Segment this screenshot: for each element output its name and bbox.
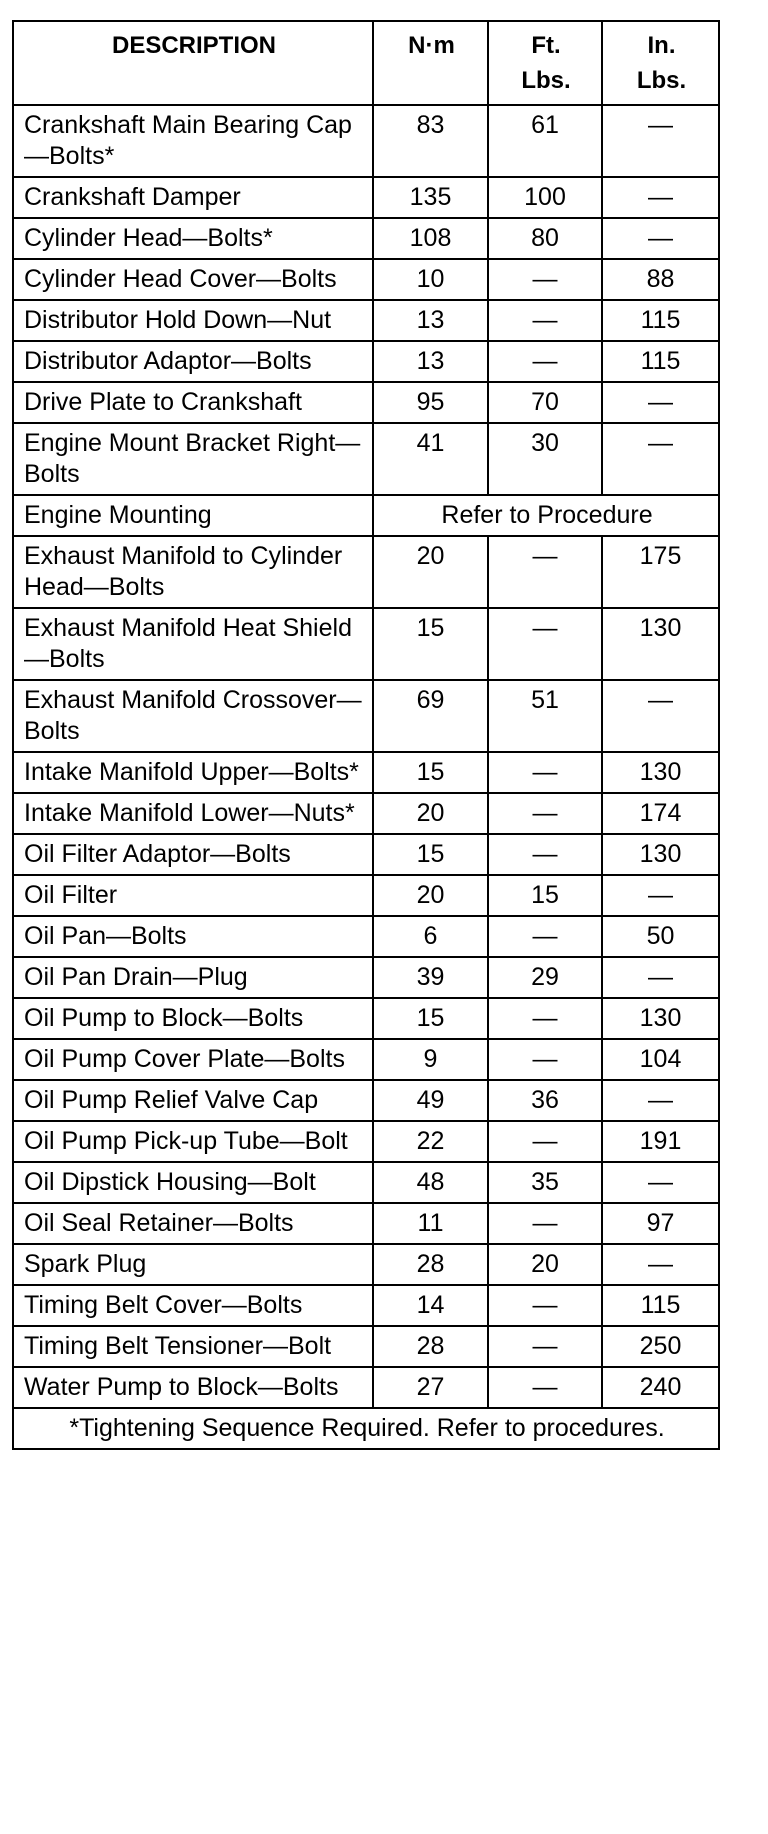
row-in-lbs-value: 50 xyxy=(602,916,719,957)
row-in-lbs-value: — xyxy=(602,423,719,495)
torque-spec-sheet xyxy=(12,20,718,1450)
row-nm-value: 41 xyxy=(373,423,488,495)
table-row xyxy=(13,793,719,834)
table-row xyxy=(13,259,719,300)
row-description: Oil Pump Pick-up Tube—Bolt xyxy=(13,1121,373,1162)
row-nm-value: 15 xyxy=(373,752,488,793)
row-ft-lbs-value: 29 xyxy=(488,957,602,998)
table-row xyxy=(13,1039,719,1080)
row-in-lbs-value: 130 xyxy=(602,608,719,680)
row-in-lbs-value: 175 xyxy=(602,536,719,608)
row-description: Distributor Hold Down—Nut xyxy=(13,300,373,341)
row-in-lbs-value: — xyxy=(602,875,719,916)
table-row xyxy=(13,218,719,259)
table-row xyxy=(13,680,719,752)
row-ft-lbs-value: — xyxy=(488,752,602,793)
row-nm-value: 95 xyxy=(373,382,488,423)
row-in-lbs-value: 191 xyxy=(602,1121,719,1162)
row-ft-lbs-value: 70 xyxy=(488,382,602,423)
footnote: *Tightening Sequence Required. Refer to procedures. xyxy=(13,1408,719,1449)
footnote-row xyxy=(13,1408,719,1449)
table-row xyxy=(13,1244,719,1285)
table-row xyxy=(13,1285,719,1326)
row-nm-value: 11 xyxy=(373,1203,488,1244)
row-ft-lbs-value: — xyxy=(488,1285,602,1326)
row-nm-value: 28 xyxy=(373,1326,488,1367)
row-nm-value: 39 xyxy=(373,957,488,998)
row-nm-value: 22 xyxy=(373,1121,488,1162)
row-description: Oil Pan—Bolts xyxy=(13,916,373,957)
table-row xyxy=(13,752,719,793)
table-row xyxy=(13,875,719,916)
row-nm-value: 6 xyxy=(373,916,488,957)
row-in-lbs-value: — xyxy=(602,1244,719,1285)
table-row xyxy=(13,105,719,177)
row-in-lbs-value: 250 xyxy=(602,1326,719,1367)
row-nm-value: 15 xyxy=(373,834,488,875)
row-in-lbs-value: 104 xyxy=(602,1039,719,1080)
row-ft-lbs-value: 15 xyxy=(488,875,602,916)
table-row xyxy=(13,536,719,608)
table-row xyxy=(13,300,719,341)
table-row xyxy=(13,1121,719,1162)
header-description: DESCRIPTION xyxy=(13,21,373,105)
table-row xyxy=(13,998,719,1039)
row-ft-lbs-value: — xyxy=(488,536,602,608)
row-description: Cylinder Head—Bolts* xyxy=(13,218,373,259)
row-nm-value: 15 xyxy=(373,998,488,1039)
row-nm-value: 14 xyxy=(373,1285,488,1326)
row-nm-value: 15 xyxy=(373,608,488,680)
row-description: Oil Filter Adaptor—Bolts xyxy=(13,834,373,875)
row-in-lbs-value: 174 xyxy=(602,793,719,834)
table-row xyxy=(13,1203,719,1244)
row-description: Exhaust Manifold Crossover—Bolts xyxy=(13,680,373,752)
row-in-lbs-value: — xyxy=(602,1080,719,1121)
row-nm-value: 69 xyxy=(373,680,488,752)
row-description: Oil Pump Cover Plate—Bolts xyxy=(13,1039,373,1080)
row-ft-lbs-value: — xyxy=(488,1326,602,1367)
row-ft-lbs-value: 61 xyxy=(488,105,602,177)
row-description: Intake Manifold Upper—Bolts* xyxy=(13,752,373,793)
torque-spec-table xyxy=(12,20,720,1450)
row-description: Water Pump to Block—Bolts xyxy=(13,1367,373,1408)
row-nm-value: 49 xyxy=(373,1080,488,1121)
table-row xyxy=(13,177,719,218)
row-nm-value: 83 xyxy=(373,105,488,177)
row-description: Oil Pump Relief Valve Cap xyxy=(13,1080,373,1121)
row-ft-lbs-value: — xyxy=(488,1203,602,1244)
row-ft-lbs-value: — xyxy=(488,916,602,957)
row-ft-lbs-value: — xyxy=(488,300,602,341)
row-in-lbs-value: 115 xyxy=(602,1285,719,1326)
row-in-lbs-value: 130 xyxy=(602,752,719,793)
table-row xyxy=(13,957,719,998)
row-in-lbs-value: 115 xyxy=(602,341,719,382)
row-description: Intake Manifold Lower—Nuts* xyxy=(13,793,373,834)
row-ft-lbs-value: 80 xyxy=(488,218,602,259)
row-nm-value: 20 xyxy=(373,793,488,834)
table-row xyxy=(13,1367,719,1408)
table-body xyxy=(13,105,719,1408)
row-in-lbs-value: 97 xyxy=(602,1203,719,1244)
table-row xyxy=(13,834,719,875)
row-in-lbs-value: — xyxy=(602,105,719,177)
row-ft-lbs-value: 36 xyxy=(488,1080,602,1121)
table-row xyxy=(13,382,719,423)
table-row xyxy=(13,495,719,536)
row-in-lbs-value: — xyxy=(602,957,719,998)
header-nm: N·m xyxy=(373,21,488,105)
row-description: Crankshaft Damper xyxy=(13,177,373,218)
row-description: Engine Mount Bracket Right—Bolts xyxy=(13,423,373,495)
table-row xyxy=(13,423,719,495)
header-in-lbs: In. Lbs. xyxy=(602,21,719,105)
row-ft-lbs-value: — xyxy=(488,1121,602,1162)
row-ft-lbs-value: — xyxy=(488,608,602,680)
row-ft-lbs-value: — xyxy=(488,834,602,875)
row-ft-lbs-value: 35 xyxy=(488,1162,602,1203)
row-ft-lbs-value: — xyxy=(488,1039,602,1080)
table-row xyxy=(13,916,719,957)
row-in-lbs-value: 88 xyxy=(602,259,719,300)
row-in-lbs-value: 130 xyxy=(602,998,719,1039)
row-ft-lbs-value: — xyxy=(488,793,602,834)
row-description: Exhaust Manifold Heat Shield—Bolts xyxy=(13,608,373,680)
row-description: Distributor Adaptor—Bolts xyxy=(13,341,373,382)
row-nm-value: 13 xyxy=(373,300,488,341)
row-description: Spark Plug xyxy=(13,1244,373,1285)
row-ft-lbs-value: — xyxy=(488,1367,602,1408)
row-description: Oil Seal Retainer—Bolts xyxy=(13,1203,373,1244)
row-span-note: Refer to Procedure xyxy=(373,495,719,536)
table-row xyxy=(13,608,719,680)
row-nm-value: 27 xyxy=(373,1367,488,1408)
row-nm-value: 13 xyxy=(373,341,488,382)
row-description: Oil Dipstick Housing—Bolt xyxy=(13,1162,373,1203)
row-ft-lbs-value: 30 xyxy=(488,423,602,495)
row-in-lbs-value: — xyxy=(602,680,719,752)
row-nm-value: 108 xyxy=(373,218,488,259)
row-nm-value: 20 xyxy=(373,536,488,608)
table-row xyxy=(13,1326,719,1367)
row-nm-value: 28 xyxy=(373,1244,488,1285)
row-description: Oil Pan Drain—Plug xyxy=(13,957,373,998)
row-in-lbs-value: — xyxy=(602,177,719,218)
row-in-lbs-value: — xyxy=(602,382,719,423)
table-row xyxy=(13,1162,719,1203)
row-nm-value: 48 xyxy=(373,1162,488,1203)
row-description: Engine Mounting xyxy=(13,495,373,536)
row-nm-value: 135 xyxy=(373,177,488,218)
row-in-lbs-value: 130 xyxy=(602,834,719,875)
row-description: Cylinder Head Cover—Bolts xyxy=(13,259,373,300)
row-ft-lbs-value: 100 xyxy=(488,177,602,218)
row-description: Timing Belt Tensioner—Bolt xyxy=(13,1326,373,1367)
header-row xyxy=(13,21,719,105)
row-in-lbs-value: 240 xyxy=(602,1367,719,1408)
row-ft-lbs-value: — xyxy=(488,259,602,300)
table-row xyxy=(13,1080,719,1121)
row-nm-value: 20 xyxy=(373,875,488,916)
row-description: Oil Filter xyxy=(13,875,373,916)
row-description: Drive Plate to Crankshaft xyxy=(13,382,373,423)
row-in-lbs-value: — xyxy=(602,1162,719,1203)
row-ft-lbs-value: 51 xyxy=(488,680,602,752)
row-description: Crankshaft Main Bearing Cap—Bolts* xyxy=(13,105,373,177)
row-in-lbs-value: 115 xyxy=(602,300,719,341)
row-nm-value: 9 xyxy=(373,1039,488,1080)
row-nm-value: 10 xyxy=(373,259,488,300)
row-ft-lbs-value: 20 xyxy=(488,1244,602,1285)
row-description: Timing Belt Cover—Bolts xyxy=(13,1285,373,1326)
row-ft-lbs-value: — xyxy=(488,998,602,1039)
table-row xyxy=(13,341,719,382)
row-ft-lbs-value: — xyxy=(488,341,602,382)
row-in-lbs-value: — xyxy=(602,218,719,259)
row-description: Oil Pump to Block—Bolts xyxy=(13,998,373,1039)
header-ft-lbs: Ft. Lbs. xyxy=(488,21,602,105)
row-description: Exhaust Manifold to Cylinder Head—Bolts xyxy=(13,536,373,608)
